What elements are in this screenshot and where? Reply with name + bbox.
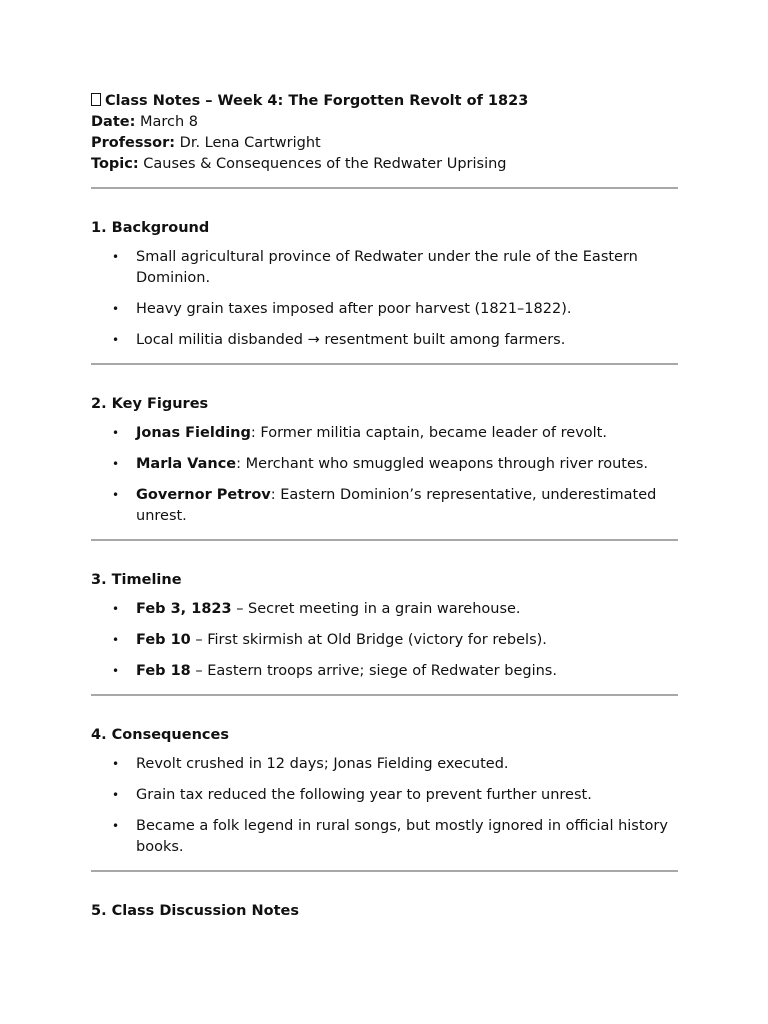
date-line (91, 112, 678, 133)
divider (91, 539, 678, 541)
list-item-text: – First skirmish at Old Bridge (victory for rebels). (190, 632, 547, 648)
section-title-class-discussion: 5. Class Discussion Notes (91, 903, 299, 919)
list-item-text: : Former militia captain, became leader of revolt. (250, 425, 607, 441)
professor-label: Professor: (91, 135, 176, 151)
page-title-text: Class Notes – Week 4: The Forgotten Revolt of 1823 (105, 93, 529, 109)
section-title-timeline: 3. Timeline (91, 572, 182, 588)
list-item-text: – Eastern troops arrive; siege of Redwater begins. (190, 663, 557, 679)
list-item-text: : Eastern Dominion’s representative, underestimated unrest. (136, 487, 657, 524)
list-item-text: Small agricultural province of Redwater under the rule of the Eastern Dominion. (136, 249, 638, 286)
bullet-icon: • (112, 426, 120, 440)
divider (91, 870, 678, 872)
bullet-icon: • (112, 757, 120, 771)
list-item-bold: Feb 3, 1823 (136, 601, 232, 617)
list-item-text: – Secret meeting in a grain warehouse. (231, 601, 521, 617)
list-item-bold: Marla Vance (136, 456, 237, 472)
bullet-icon: • (112, 488, 120, 502)
list-item (112, 247, 678, 289)
list-item-bold: Governor Petrov (136, 487, 271, 503)
bullet-list-key-figures (91, 423, 678, 527)
list-item (112, 754, 678, 775)
bullet-icon: • (112, 333, 120, 347)
bullet-icon: • (112, 633, 120, 647)
bullet-list-timeline (91, 599, 678, 682)
list-item-text: Became a folk legend in rural songs, but mostly ignored in official history books. (136, 818, 668, 855)
professor-line (91, 133, 678, 154)
date-label: Date: (91, 114, 136, 130)
list-item-text: Revolt crushed in 12 days; Jonas Fielding executed. (136, 756, 509, 772)
date-value: March 8 (140, 114, 199, 130)
divider (91, 187, 678, 189)
list-item-bold: Feb 18 (136, 663, 191, 679)
list-item (112, 423, 678, 444)
page-title (91, 91, 678, 112)
list-item (112, 661, 678, 682)
bullet-list-consequences (91, 754, 678, 858)
notes-header (91, 91, 678, 175)
list-item (112, 630, 678, 651)
list-item-bold: Jonas Fielding (136, 425, 251, 441)
memo-icon (91, 93, 101, 106)
section-title-key-figures: 2. Key Figures (91, 396, 209, 412)
professor-value: Dr. Lena Cartwright (179, 135, 321, 151)
bullet-icon: • (112, 250, 120, 264)
topic-value: Causes & Consequences of the Redwater Uprising (143, 156, 507, 172)
bullet-icon: • (112, 457, 120, 471)
bullet-list-background (91, 247, 678, 351)
list-item (112, 816, 678, 858)
list-item (112, 485, 678, 527)
list-item (112, 454, 678, 475)
list-item-text: : Merchant who smuggled weapons through river routes. (236, 456, 649, 472)
list-item-text: Grain tax reduced the following year to prevent further unrest. (136, 787, 592, 803)
list-item (112, 330, 678, 351)
list-item (112, 785, 678, 806)
list-item (112, 599, 678, 620)
list-item-bold: Feb 10 (136, 632, 191, 648)
bullet-icon: • (112, 788, 120, 802)
bullet-icon: • (112, 819, 120, 833)
topic-line (91, 154, 678, 175)
bullet-icon: • (112, 302, 120, 316)
divider (91, 363, 678, 365)
section-title-background: 1. Background (91, 220, 210, 236)
section-title-consequences: 4. Consequences (91, 727, 229, 743)
topic-label: Topic: (91, 156, 139, 172)
bullet-icon: • (112, 664, 120, 678)
list-item-text: Local militia disbanded → resentment built among farmers. (136, 332, 566, 348)
bullet-icon: • (112, 602, 120, 616)
list-item-text: Heavy grain taxes imposed after poor harvest (1821–1822). (136, 301, 572, 317)
list-item (112, 299, 678, 320)
divider (91, 694, 678, 696)
